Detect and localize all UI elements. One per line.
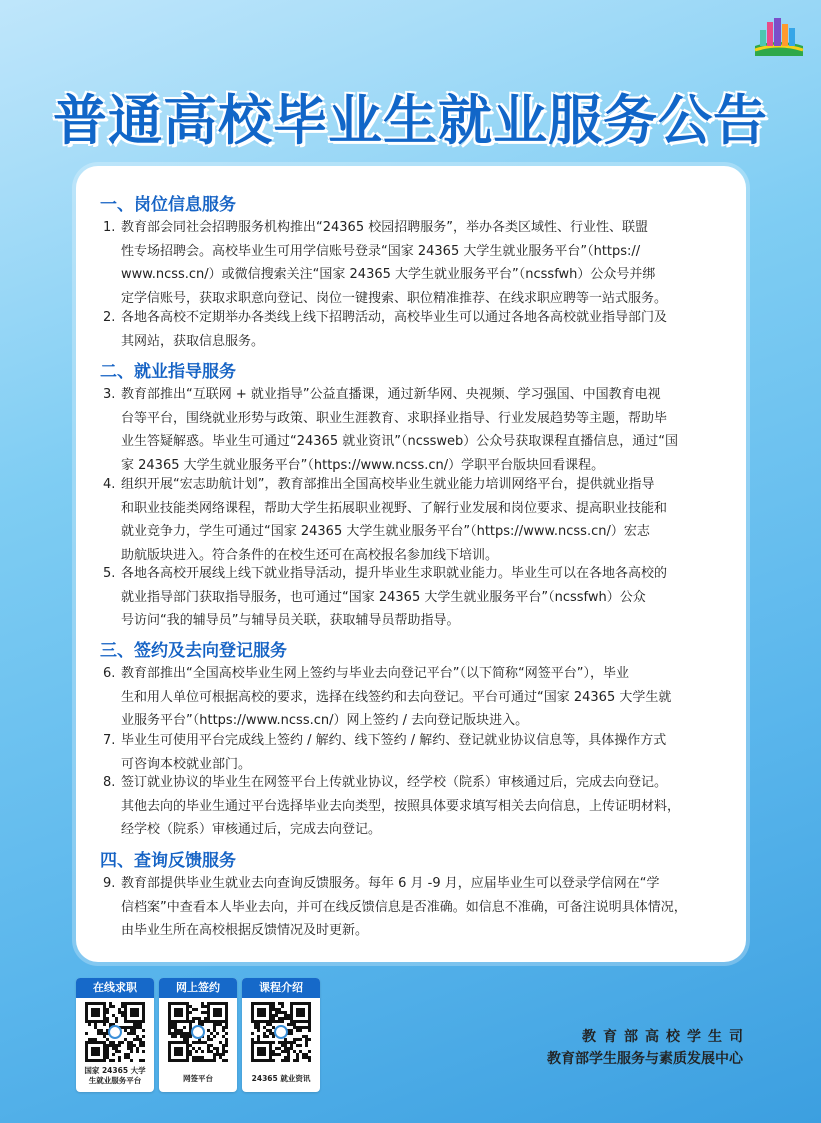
notice-item-line <box>103 497 725 521</box>
item-text: 业服务平台”（https://www.ncss.cn/）网上签约 / 去向登记版块进入。 <box>121 713 529 728</box>
notice-item-line <box>103 818 725 842</box>
notice-item-line <box>103 240 725 264</box>
item-number: 9. <box>103 876 116 891</box>
issuer-line-2: 教育部学生服务与素质发展中心 <box>547 1051 743 1067</box>
notice-item <box>103 872 725 943</box>
item-number: 8. <box>103 775 116 790</box>
notice-item-line <box>103 729 725 753</box>
item-number: 1. <box>103 220 116 235</box>
item-text: 家 24365 大学生就业服务平台”（https://www.ncss.cn/）学职平台版块回看课程。 <box>121 457 605 473</box>
item-text: 教育部会同社会招聘服务机构推出“24365 校园招聘服务”，举办各类区域性、行业性、联盟 <box>121 220 648 235</box>
item-text: 各地各高校不定期举办各类线上线下招聘活动，高校毕业生可以通过各地各高校就业指导部门及 <box>121 310 668 325</box>
item-text: 就业指导部门获取指导服务，也可通过“国家 24365 大学生就业服务平台”（ncssfwh）公众 <box>121 589 646 605</box>
notice-item-line <box>103 662 725 686</box>
notice-item-line <box>103 216 725 240</box>
qr-card-header: 课程介绍 <box>242 978 320 998</box>
notice-item-line <box>103 771 725 795</box>
issuer-signature <box>547 1026 750 1070</box>
item-text: 和职业技能类网络课程，帮助大学生拓展职业视野、了解行业发展和岗位要求、提高职业技能和 <box>121 500 668 516</box>
item-text: 各地各高校开展线上线下就业指导活动，提升毕业生求职就业能力。毕业生可以在各地各高校的 <box>121 566 668 581</box>
qr-code-icon <box>168 1002 228 1062</box>
qr-code-icon <box>251 1002 311 1062</box>
notice-item-line <box>103 383 725 407</box>
qr-caption-line: 网签平台 <box>183 1074 213 1083</box>
notice-item-line <box>103 896 725 920</box>
notice-item-line <box>103 872 725 896</box>
notice-item-line <box>103 407 725 431</box>
notice-item <box>103 216 725 310</box>
item-text: 台等平台，围绕就业形势与政策、职业生涯教育、求职择业指导、行业发展趋势等主题，帮助毕 <box>121 410 668 426</box>
notice-item <box>103 729 725 776</box>
qr-card-job-search[interactable] <box>76 978 154 1092</box>
notice-item-line <box>103 609 725 633</box>
notice-item <box>103 473 725 567</box>
corner-logo-icon <box>753 16 805 56</box>
section-title-guidance: 二、就业指导服务 <box>100 362 236 382</box>
item-text: 助航版块进入。符合条件的在校生还可在高校报名参加线下培训。 <box>121 547 499 563</box>
qr-caption-line: 国家 24365 大学 <box>84 1066 146 1075</box>
notice-item-line <box>103 686 725 710</box>
item-text: 其网站，获取信息服务。 <box>121 333 265 349</box>
qr-card-caption <box>76 1066 154 1086</box>
notice-item-line <box>103 473 725 497</box>
qr-card-caption <box>159 1074 237 1084</box>
notice-item-line <box>103 263 725 287</box>
item-text: 定学信账号，获取求职意向登记、岗位一键搜索、职位精准推荐、在线求职应聘等一站式服务。 <box>121 290 668 306</box>
notice-item-line <box>103 586 725 610</box>
notice-item <box>103 771 725 842</box>
item-text: 经学校（院系）审核通过后，完成去向登记。 <box>121 822 382 837</box>
item-number: 4. <box>103 477 116 492</box>
item-text: www.ncss.cn/）或微信搜索关注“国家 24365 大学生就业服务平台”（ncssfwh）公众号并绑 <box>121 267 656 282</box>
item-text: 就业竞争力，学生可通过“国家 24365 大学生就业服务平台”（https://www.ncss.cn/）宏志 <box>121 524 650 539</box>
qr-card-course-intro[interactable] <box>242 978 320 1092</box>
notice-item-line <box>103 306 725 330</box>
qr-caption-line: 生就业服务平台 <box>88 1076 142 1085</box>
notice-item <box>103 306 725 353</box>
item-text: 业生答疑解惑。毕业生可通过“24365 就业资讯”（ncssweb）公众号获取课程直播信息，通过“国 <box>121 434 679 449</box>
notice-item <box>103 383 725 477</box>
notice-item-line <box>103 520 725 544</box>
item-text: 生和用人单位可根据高校的要求，选择在线签约和去向登记。平台可通过“国家 24365 大学生就 <box>121 689 672 705</box>
notice-item-line <box>103 562 725 586</box>
qr-card-header: 在线求职 <box>76 978 154 998</box>
item-text: 签订就业协议的毕业生在网签平台上传就业协议，经学校（院系）审核通过后，完成去向登记。 <box>121 775 668 790</box>
notice-item <box>103 662 725 733</box>
item-text: 由毕业生所在高校根据反馈情况及时更新。 <box>121 923 369 938</box>
qr-caption-line: 24365 就业资讯 <box>251 1074 311 1083</box>
item-number: 6. <box>103 666 116 681</box>
section-title-job-info: 一、岗位信息服务 <box>100 195 236 215</box>
item-number: 7. <box>103 733 116 748</box>
item-text: 性专场招聘会。高校毕业生可用学信账号登录“国家 24365 大学生就业服务平台”（https:// <box>121 243 641 259</box>
item-text: 教育部推出“互联网 + 就业指导”公益直播课，通过新华网、央视频、学习强国、中国教育电视 <box>121 387 661 402</box>
item-number: 2. <box>103 310 116 325</box>
section-title-feedback: 四、查询反馈服务 <box>100 851 236 871</box>
item-text: 教育部提供毕业生就业去向查询反馈服务。每年 6 月 -9 月，应届毕业生可以登录学信网在“学 <box>121 876 660 891</box>
section-title-signing: 三、签约及去向登记服务 <box>100 641 287 661</box>
issuer-line-1: 教育部高校学生司 <box>582 1029 750 1045</box>
item-text: 号访问“我的辅导员”与辅导员关联，获取辅导员帮助指导。 <box>121 613 460 628</box>
qr-code-group <box>76 978 320 1092</box>
item-text: 信档案”中查看本人毕业去向，并可在线反馈信息是否准确。如信息不准确，可备注说明具体情况， <box>121 899 687 915</box>
notice-item <box>103 562 725 633</box>
notice-item-line <box>103 330 725 354</box>
item-text: 教育部推出“全国高校毕业生网上签约与毕业去向登记平台”（以下简称“网签平台”），毕业 <box>121 666 629 681</box>
qr-card-caption <box>242 1074 320 1084</box>
item-number: 5. <box>103 566 116 581</box>
notice-item-line <box>103 919 725 943</box>
page-title: 普通高校毕业生就业服务公告 <box>53 89 768 152</box>
item-text: 其他去向的毕业生通过平台选择毕业去向类型，按照具体要求填写相关去向信息，上传证明材料， <box>121 798 681 814</box>
notice-item-line <box>103 795 725 819</box>
item-text: 组织开展“宏志助航计划”，教育部推出全国高校毕业生就业能力培训网络平台，提供就业指导 <box>121 477 655 492</box>
qr-card-online-signing[interactable] <box>159 978 237 1092</box>
item-text: 毕业生可使用平台完成线上签约 / 解约、线下签约 / 解约、登记就业协议信息等，具体操作方式 <box>121 733 667 748</box>
qr-card-header: 网上签约 <box>159 978 237 998</box>
notice-item-line <box>103 430 725 454</box>
item-number: 3. <box>103 387 116 402</box>
item-text: 可咨询本校就业部门。 <box>121 756 252 772</box>
qr-code-icon <box>85 1002 145 1062</box>
